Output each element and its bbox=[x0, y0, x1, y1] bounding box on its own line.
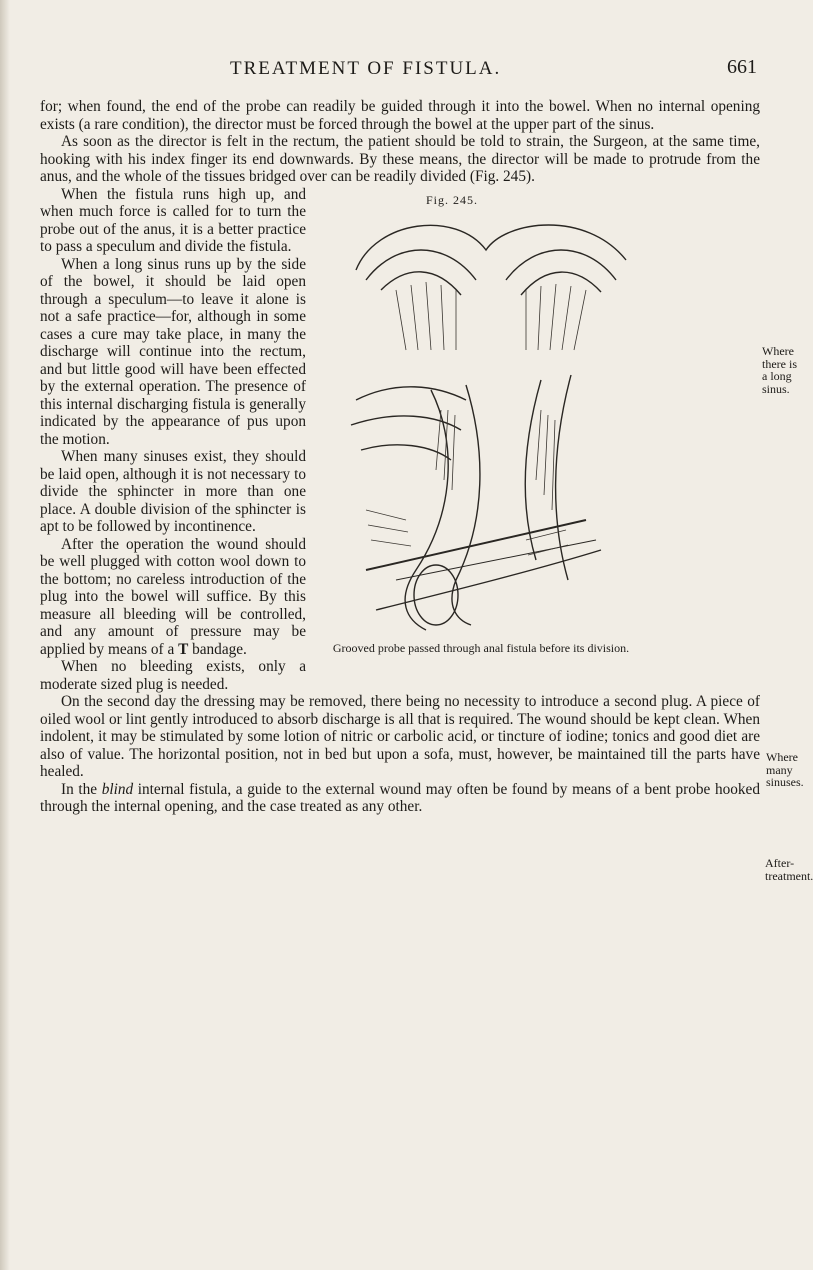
t-bandage-glyph: T bbox=[178, 640, 189, 658]
paragraph-8: On the second day the dressing may be removed, there being no necessity to introduce a second plug. A piece of oiled wool or lint gently introduced to absorb discharge is all that is required. The wound should be kept clean. When indolent, it may be stimulated by some lotion of nitric or carbolic acid, or tincture of iodine; tonics and good diet are also of value. The horizontal position, not in bed but upon a sofa, must, however, be maintained till the parts have healed. bbox=[40, 693, 760, 780]
paragraph-6-end: bandage. bbox=[192, 640, 247, 658]
paragraph-9-start: In the bbox=[61, 780, 98, 798]
paragraph-3: When the fistula runs high up, and when much force is called for to turn the probe out of the anus, it is a better practice to pass a speculum and divide the fistula. bbox=[40, 185, 306, 255]
figure-245 bbox=[316, 190, 762, 668]
paragraph-4: When a long sinus runs up by the side of the bowel, it should be laid open through a speculum—to leave it alone is not a safe practice—for, although in some cases a cure may take place, in many the discharge will continue into the rectum, and but little good will have been effected by the external operation. The presence of this internal discharging fistula is generally indicated by the appearance of pus upon the motion. bbox=[40, 255, 306, 448]
paragraph-9 bbox=[40, 781, 760, 816]
paragraph-9-rest: internal fistula, a guide to the external wound may often be found by means of a bent probe hooked through the internal opening, and the case treated as any other. bbox=[40, 780, 760, 815]
running-head bbox=[0, 58, 801, 88]
paragraph-6-text: After the operation the wound should be well plugged with cotton wool down to the bottom; no careless introduction of the plug into the bowel will suffice. By this measure all bleeding will be controlled, and any amount of pressure may be applied by means of a bbox=[40, 535, 306, 658]
paragraph-1: for; when found, the end of the probe can readily be guided through it into the bowel. When no internal opening exists (a rare condition), the director must be forced through the bowel at the upper part of the sinus. bbox=[40, 98, 760, 133]
margin-note-many-sinuses: Where many sinuses. bbox=[766, 750, 804, 789]
figure-caption: Grooved probe passed through anal fistula before its division. bbox=[332, 640, 630, 655]
margin-note-long-sinus: Where there is a long sinus. bbox=[762, 344, 797, 396]
page-edge bbox=[0, 0, 10, 1270]
emphasis-blind: blind bbox=[101, 780, 134, 798]
figure-label: Fig. 245. bbox=[426, 192, 479, 207]
body-text bbox=[40, 98, 760, 816]
paragraph-5: When many sinuses exist, they should be laid open, although it is not necessary to divide the sphincter in more than one place. A double division of the sphincter is apt to be followed by incontinence. bbox=[40, 448, 306, 535]
fistula-illustration bbox=[336, 210, 646, 640]
page-number: 661 bbox=[727, 56, 757, 78]
running-head-title: TREATMENT OF FISTULA. bbox=[230, 58, 502, 79]
margin-note-after-treatment: After-treatment. bbox=[765, 856, 813, 883]
paragraph-2: As soon as the director is felt in the rectum, the patient should be told to strain, the Surgeon, at the same time, hooking with his index finger its end downwards. By these means, the director will be made to protrude from the anus, and the whole of the tissues bridged over can be readily divided (Fig. 245). bbox=[40, 133, 760, 185]
paragraph-7: When no bleeding exists, only a moderate sized plug is needed. bbox=[40, 658, 306, 693]
